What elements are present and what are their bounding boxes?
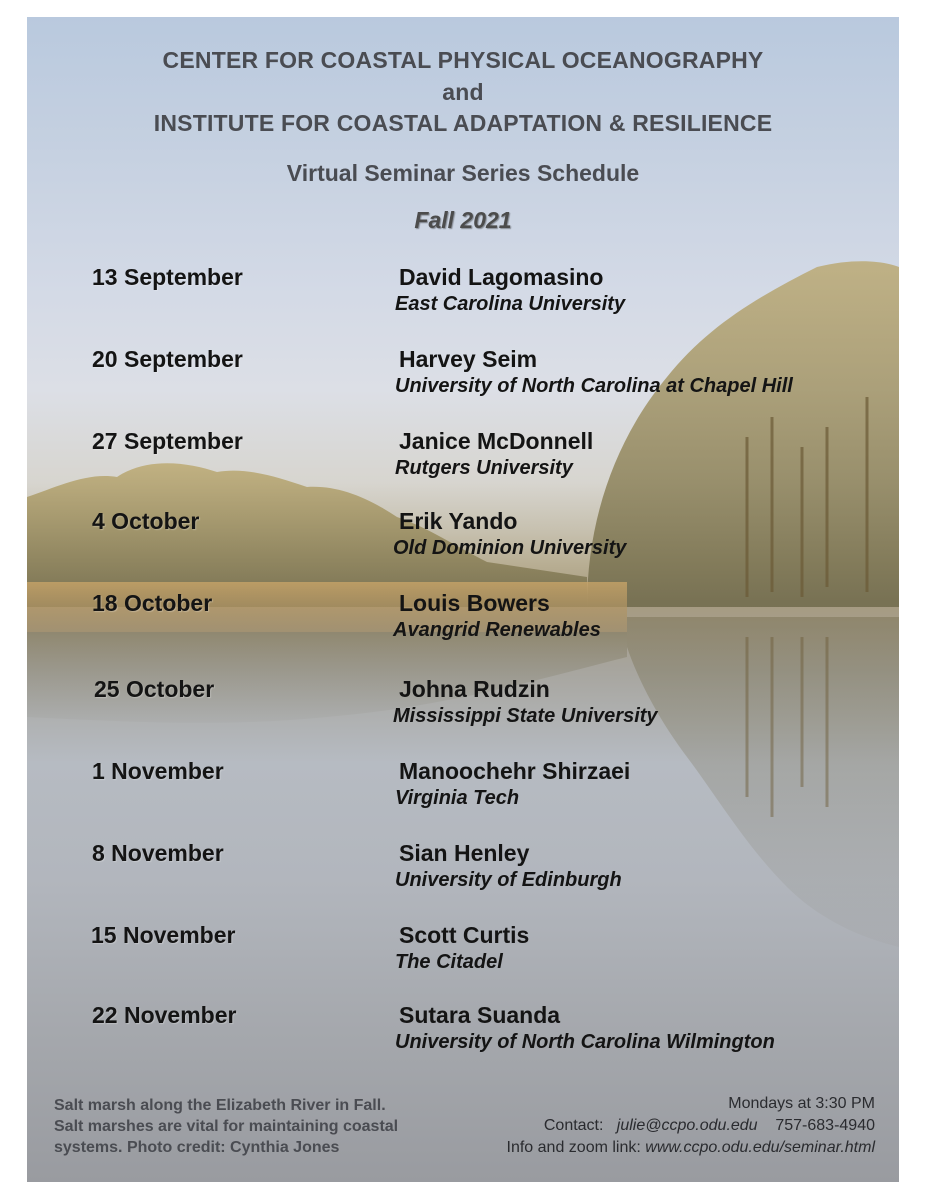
seminar-url[interactable]: www.ccpo.odu.edu/seminar.html [645, 1139, 875, 1156]
speaker-affiliation: University of North Carolina at Chapel Hill [395, 375, 793, 397]
seminar-info [507, 1093, 875, 1159]
caption-line: Salt marshes are vital for maintaining coastal [54, 1118, 399, 1135]
schedule-entry [27, 1002, 899, 1072]
speaker-name: David Lagomasino [399, 264, 604, 290]
contact-phone: 757-683-4940 [775, 1117, 875, 1134]
seminar-date: 8 November [92, 840, 224, 866]
header-line-1: CENTER FOR COASTAL PHYSICAL OCEANOGRAPHY [162, 47, 764, 73]
header-line-3: INSTITUTE FOR COASTAL ADAPTATION & RESILIENCE [153, 110, 773, 136]
speaker-name: Louis Bowers [399, 590, 550, 616]
schedule-entry [27, 676, 899, 746]
schedule-entry [27, 590, 899, 660]
speaker-affiliation: The Citadel [395, 951, 503, 973]
seminar-date: 4 October [92, 508, 200, 534]
zoom-link-line [507, 1137, 875, 1159]
speaker-name: Johna Rudzin [399, 676, 550, 702]
seminar-date: 27 September [92, 428, 243, 454]
speaker-name: Janice McDonnell [399, 428, 594, 454]
zoom-link-label: Info and zoom link: [506, 1139, 641, 1156]
speaker-affiliation: Old Dominion University [393, 537, 627, 559]
contact-email[interactable]: julie@ccpo.odu.edu [616, 1117, 758, 1134]
caption-line: systems. Photo credit: Cynthia Jones [54, 1139, 340, 1156]
schedule-entry [27, 346, 899, 416]
schedule-entry [27, 264, 899, 334]
seminar-date: 15 November [91, 922, 236, 948]
series-title: Virtual Seminar Series Schedule [286, 160, 640, 186]
speaker-affiliation: Mississippi State University [393, 705, 658, 727]
seminar-date: 25 October [94, 676, 215, 702]
contact-line [507, 1115, 875, 1137]
seminar-date: 13 September [92, 264, 243, 290]
schedule-entry [27, 758, 899, 828]
speaker-affiliation: Rutgers University [395, 457, 573, 479]
schedule-entry [27, 922, 899, 992]
speaker-name: Sian Henley [399, 840, 530, 866]
speaker-name: Scott Curtis [399, 922, 530, 948]
caption-line: Salt marsh along the Elizabeth River in Fall. [54, 1097, 386, 1114]
speaker-affiliation: University of North Carolina Wilmington [395, 1031, 775, 1053]
seminar-poster [27, 17, 899, 1182]
seminar-date: 22 November [92, 1002, 237, 1028]
contact-label: Contact: [543, 1117, 604, 1134]
speaker-name: Sutara Suanda [399, 1002, 561, 1028]
schedule-entry [27, 428, 899, 498]
meeting-time: Mondays at 3:30 PM [728, 1095, 875, 1112]
seminar-date: 1 November [92, 758, 224, 784]
speaker-affiliation: University of Edinburgh [395, 869, 622, 891]
speaker-name: Manoochehr Shirzaei [399, 758, 631, 784]
speaker-affiliation: Virginia Tech [395, 787, 520, 809]
schedule-entry [27, 840, 899, 910]
speaker-affiliation: Avangrid Renewables [393, 619, 601, 641]
season-title: Fall 2021 [414, 207, 512, 233]
header-line-2: and [442, 79, 484, 105]
speaker-name: Erik Yando [399, 508, 518, 534]
speaker-name: Harvey Seim [399, 346, 538, 372]
speaker-affiliation: East Carolina University [395, 293, 626, 315]
schedule-entry [27, 508, 899, 578]
seminar-date: 20 September [92, 346, 243, 372]
photo-caption [54, 1095, 474, 1158]
seminar-date: 18 October [92, 590, 213, 616]
